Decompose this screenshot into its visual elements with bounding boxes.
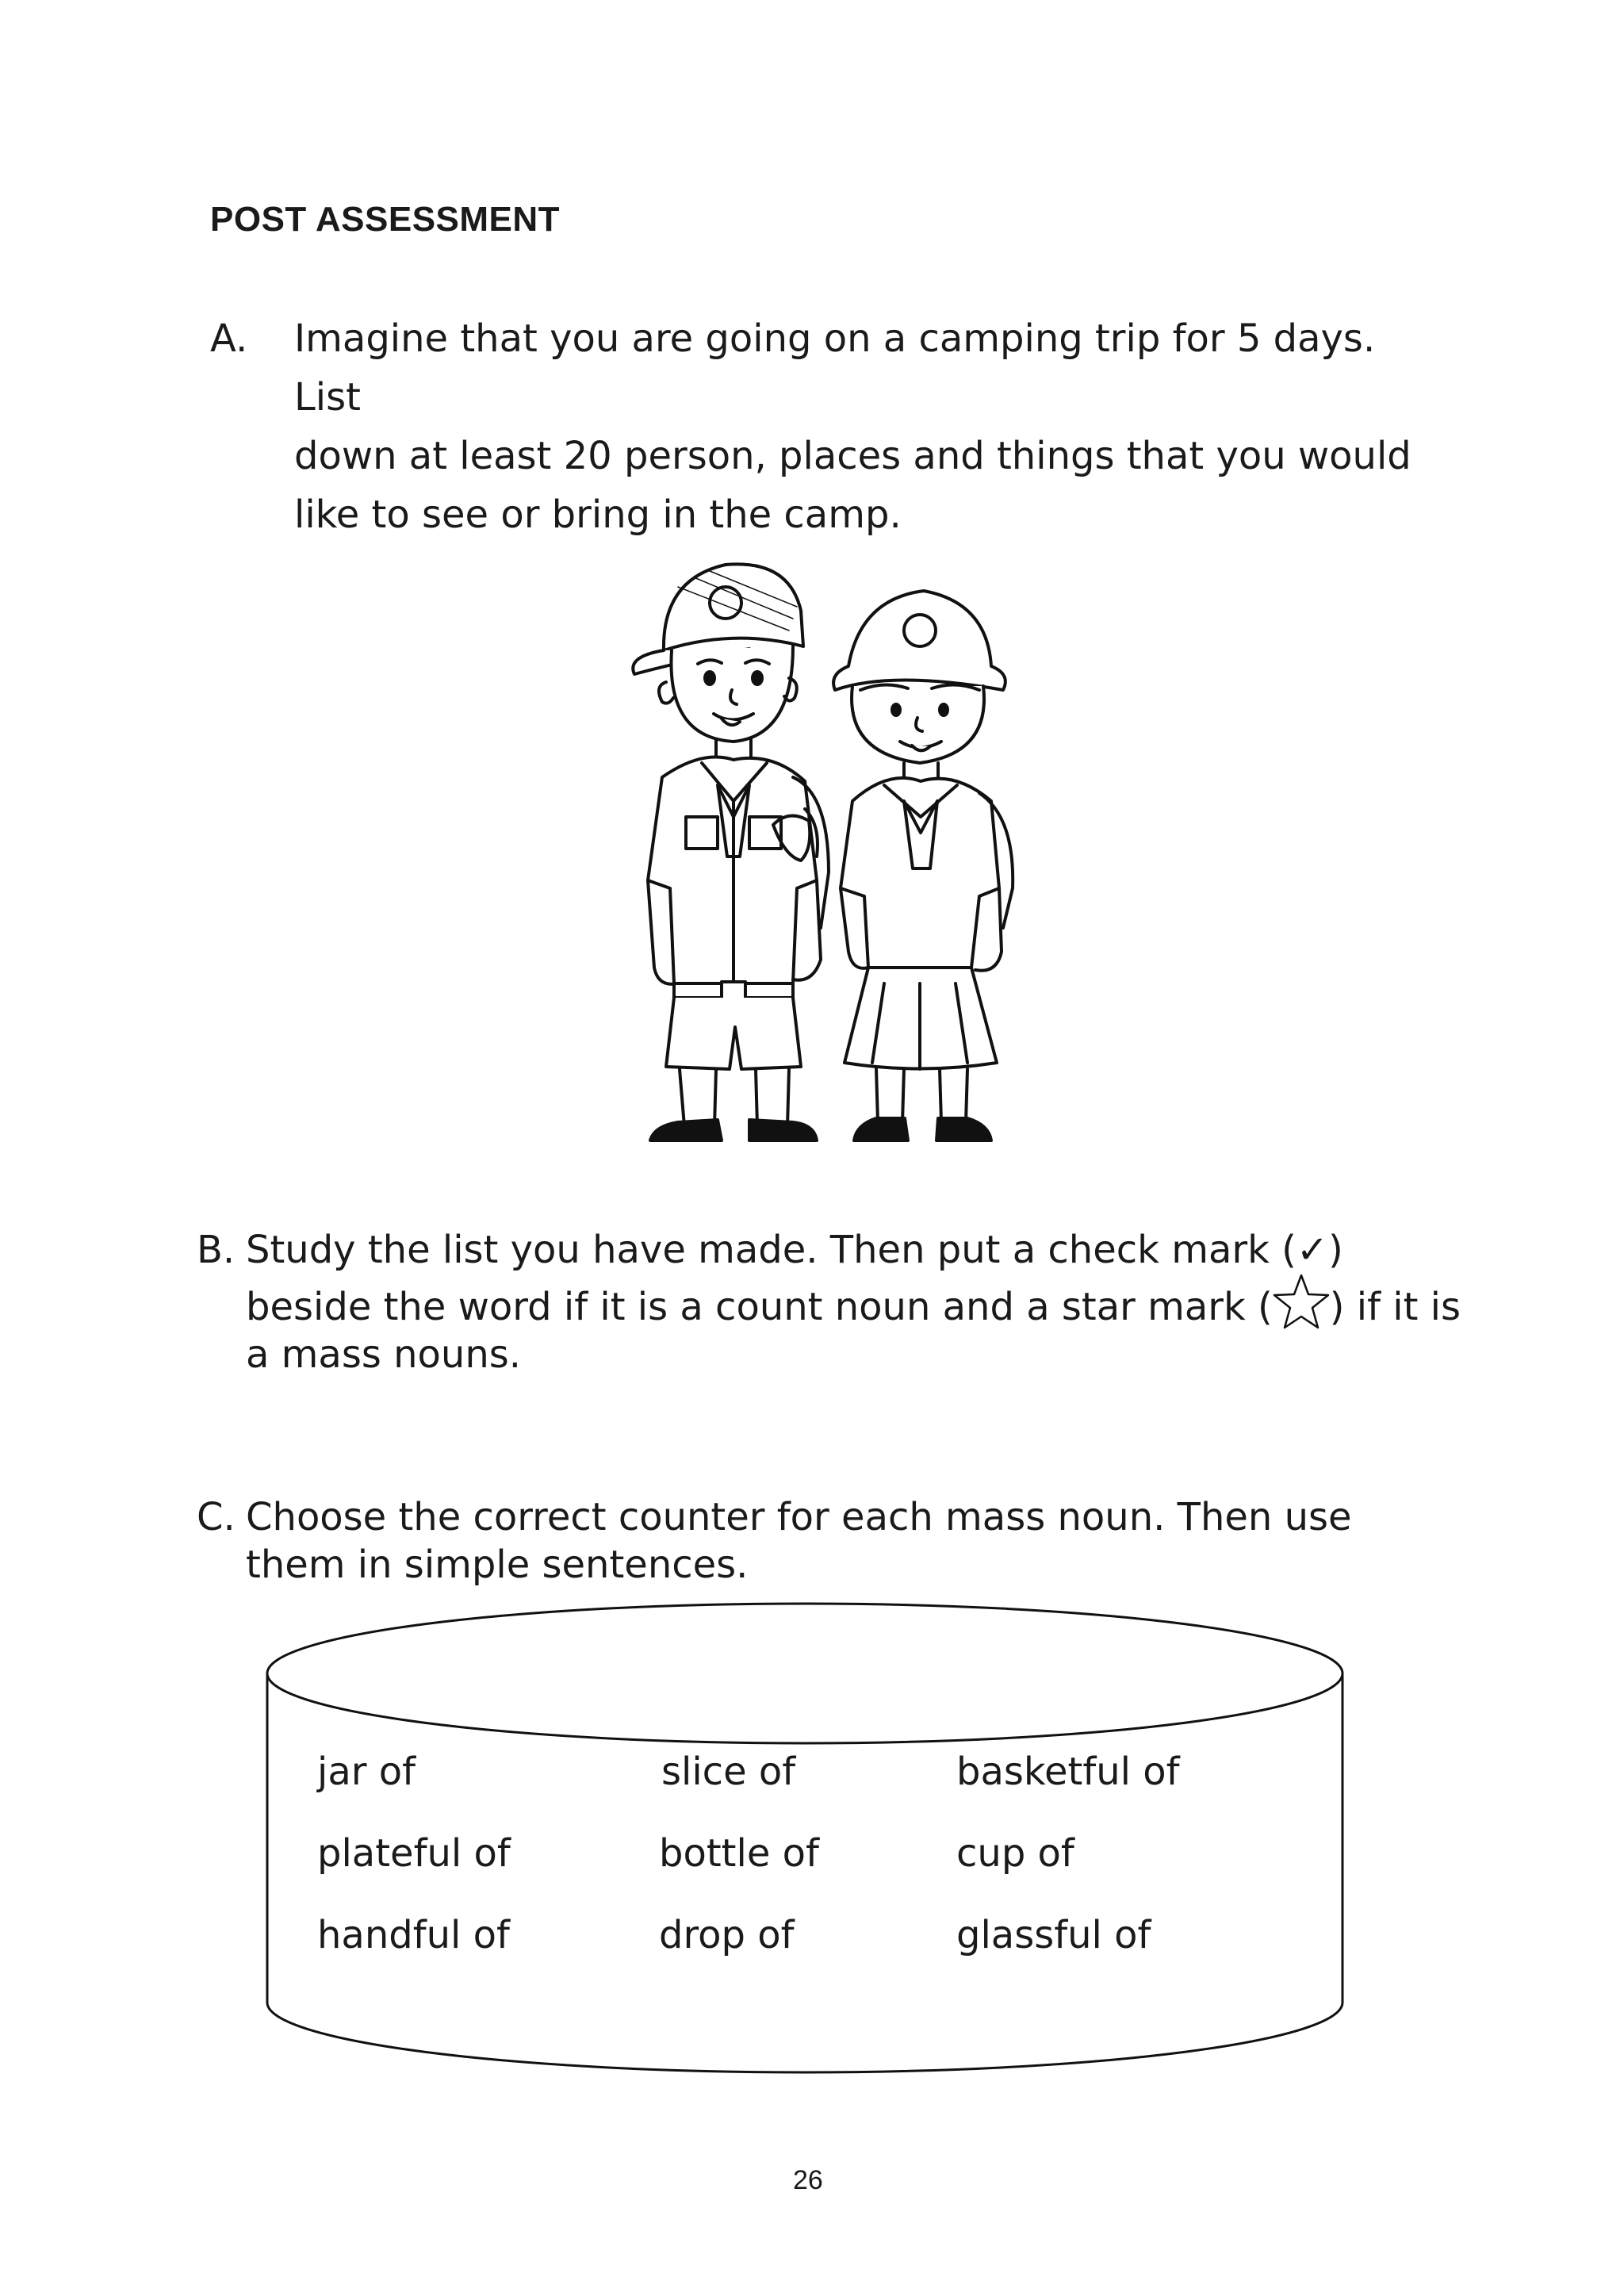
word-box-item: handful of xyxy=(317,1913,510,1957)
section-b-line-1 xyxy=(197,1226,1465,1274)
section-b-text: ) xyxy=(1328,1228,1343,1272)
word-box-item: plateful of xyxy=(317,1831,511,1876)
word-box-item: basketful of xyxy=(956,1750,1180,1794)
word-box-item: cup of xyxy=(956,1831,1074,1876)
section-c-text: Choose the correct counter for each mass noun. Then use xyxy=(246,1495,1352,1539)
word-box-item: jar of xyxy=(317,1750,416,1794)
section-a-line: down at least 20 person, places and things that you would xyxy=(294,434,1411,478)
section-a-line: like to see or bring in the camp. xyxy=(294,493,902,537)
section-b xyxy=(197,1226,1465,1378)
section-c-letter: C. xyxy=(197,1495,236,1539)
section-b-text: ) if it is xyxy=(1329,1285,1461,1329)
section-b-text: beside the word if it is a count noun and a star mark ( xyxy=(246,1285,1273,1329)
page-number: 26 xyxy=(793,2165,823,2195)
scout-children-illustration xyxy=(630,555,1027,1142)
section-c-line-1 xyxy=(197,1493,1465,1541)
section-a-line: Imagine that you are going on a camping trip for 5 days. List xyxy=(294,316,1376,420)
section-b-text: Study the list you have made. Then put a check mark ( xyxy=(246,1228,1297,1272)
star-icon xyxy=(1273,1274,1330,1331)
section-b-line-3: a mass nouns. xyxy=(246,1332,522,1377)
section-b-line-2 xyxy=(197,1274,1465,1331)
section-a-text xyxy=(294,309,1420,544)
section-c-line-2: them in simple sentences. xyxy=(246,1543,749,1587)
word-box-item: drop of xyxy=(659,1913,795,1957)
word-box-item: glassful of xyxy=(956,1913,1151,1957)
check-mark-icon: ✓ xyxy=(1296,1228,1329,1272)
section-b-letter: B. xyxy=(197,1228,236,1272)
word-box-item: slice of xyxy=(661,1750,796,1794)
section-heading: POST ASSESSMENT xyxy=(210,200,561,239)
section-a xyxy=(210,309,1447,544)
word-box-item: bottle of xyxy=(659,1831,819,1876)
section-c xyxy=(197,1493,1465,1589)
section-a-letter: A. xyxy=(210,316,248,361)
